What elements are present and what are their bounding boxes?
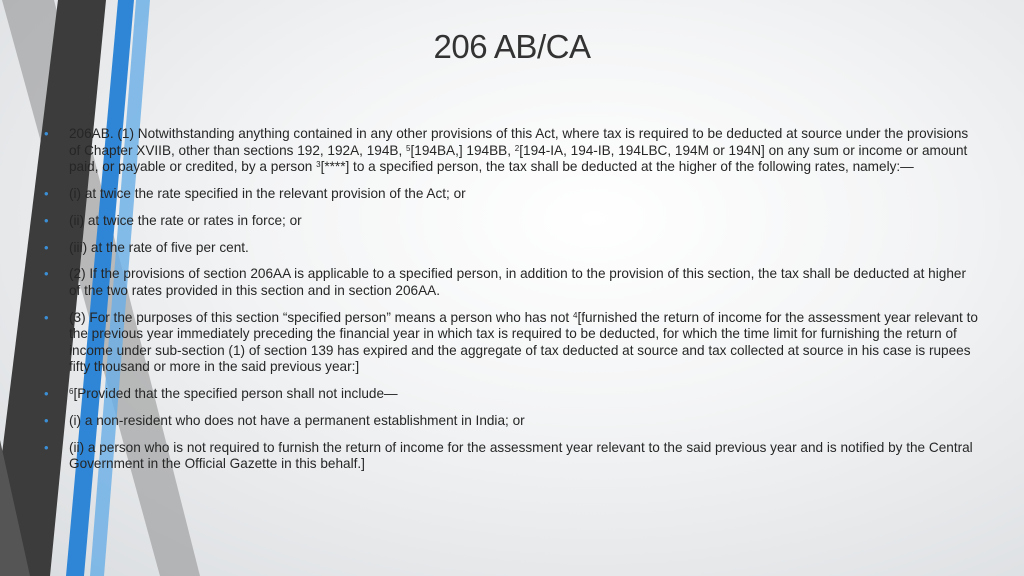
bullet-item-206ab-3 xyxy=(44,310,980,376)
bullet-item-proviso-i xyxy=(44,413,980,430)
item-text: 206AB. (1) Notwithstanding anything contained in any other provisions of this Act, where tax is required to be deducted at source under the provisions of Chapter XVIIB, other than sections 192, 192A, 194B, $^5$[194BA,] 194BB, $^2$[194-IA, 194-IB, 194LBC, 194M or 194N] on any sum or income or amount paid, or payable or credited, by a person $^3$[****] to a specified person, the tax shall be deducted at the higher of the following rates, namely:— xyxy=(69,126,969,175)
bullet-icon: • xyxy=(44,185,49,201)
bullet-icon: • xyxy=(44,439,49,455)
bullet-item-rate-iii xyxy=(44,240,980,257)
item-text: (i) a non-resident who does not have a permanent establishment in India; or xyxy=(69,413,525,429)
bullet-icon: • xyxy=(44,239,49,255)
bullet-item-206ab-1 xyxy=(44,126,980,176)
bullet-item-rate-ii xyxy=(44,213,980,230)
bullet-icon: • xyxy=(44,386,49,402)
bullet-icon: • xyxy=(44,126,49,141)
bullet-icon: • xyxy=(44,212,49,228)
item-text: (i) at twice the rate specified in the relevant provision of the Act; or xyxy=(69,185,466,201)
item-text: (3) For the purposes of this section “specified person” means a person who has not $^4$[furnished the return of income for the assessment year relevant to the previous year immediately preceding the financial year in which tax is required to be deducted, for which the time limit for furnishing the return of income under sub-section (1) of section 139 has expired and the aggregate of tax deducted at source and tax collected at source in his case is rupees fifty thousand or more in the said previous year:] xyxy=(69,309,978,375)
bullet-list xyxy=(44,126,980,483)
item-text: $^6$[Provided that the specified person shall not include— xyxy=(69,386,398,402)
bullet-icon: • xyxy=(44,309,49,325)
bullet-icon: • xyxy=(44,266,49,282)
item-text: (iii) at the rate of five per cent. xyxy=(69,239,249,255)
bullet-item-proviso-ii xyxy=(44,440,980,473)
bullet-item-rate-i xyxy=(44,186,980,203)
item-text: (ii) a person who is not required to furnish the return of income for the assessment year relevant to the said previous year and is notified by the Central Government in the Official Gazette in this behalf.] xyxy=(69,439,973,472)
bullet-icon: • xyxy=(44,413,49,429)
item-text: (2) If the provisions of section 206AA is applicable to a specified person, in addition to the provision of this section, the tax shall be deducted at higher of the two rates provided in this section and in section 206AA. xyxy=(69,266,966,298)
item-text: (ii) at twice the rate or rates in force; or xyxy=(69,212,302,228)
bullet-item-proviso xyxy=(44,386,980,403)
slide-title: 206 AB/CA xyxy=(433,28,591,65)
bullet-item-206ab-2 xyxy=(44,266,980,299)
